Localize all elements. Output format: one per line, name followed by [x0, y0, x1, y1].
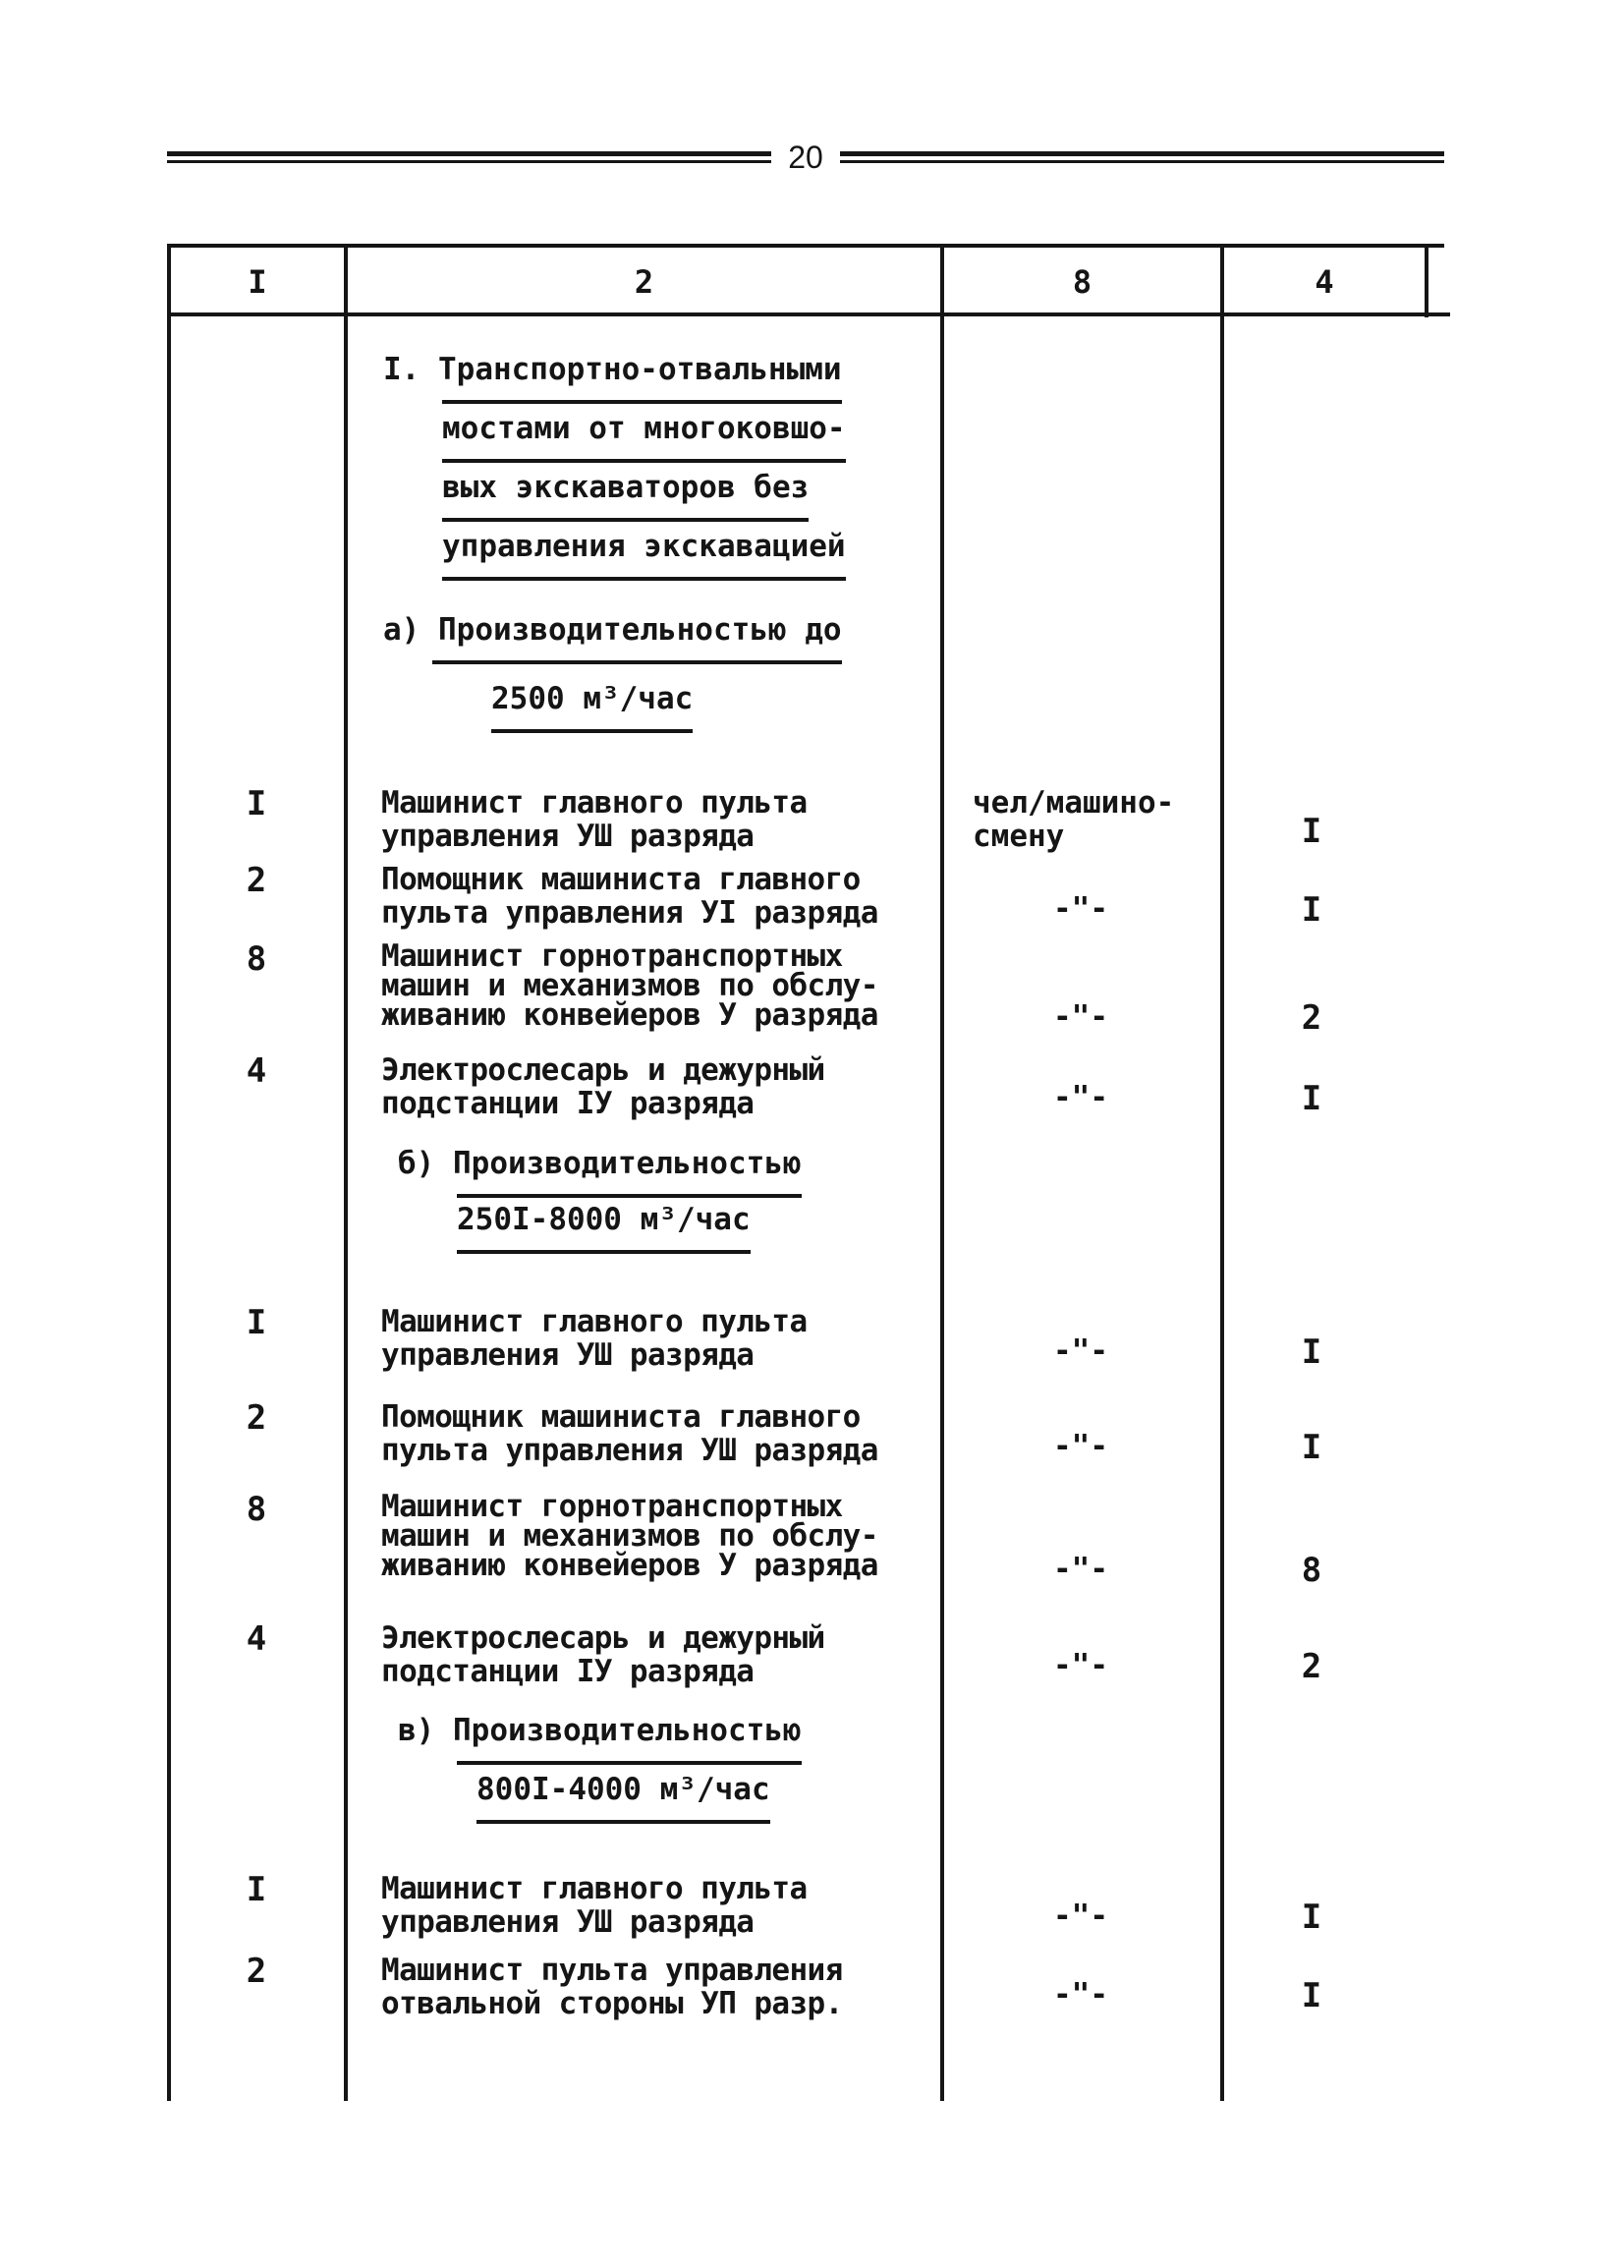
row-number: 2 [246, 1952, 267, 1991]
row-quantity: I [1301, 1976, 1322, 2015]
row-number: 2 [246, 861, 267, 900]
section-subheading: 2500 м³/час [491, 678, 693, 719]
section-heading: б) Производительностью [398, 1143, 802, 1184]
table-col-rule-3 [1220, 244, 1224, 2101]
title-line: мостами от многоковшо- [442, 408, 846, 449]
row-unit: чел/машино- смену [973, 785, 1175, 854]
row-unit: -"- [1053, 1333, 1108, 1369]
column-header-1: I [248, 263, 267, 301]
row-description: Машинист главного пульта управления УШ разряда [381, 785, 808, 854]
row-unit: -"- [1053, 1080, 1108, 1115]
row-unit: -"- [1053, 1899, 1108, 1934]
row-description: Электрослесарь и дежурный подстанции IУ разряда [381, 1620, 825, 1689]
row-quantity: 2 [1301, 1647, 1322, 1686]
row-number: I [246, 1303, 267, 1342]
row-unit: -"- [1053, 891, 1108, 927]
title-line: вых экскаваторов без [442, 467, 809, 508]
row-description: Помощник машиниста главного пульта управления УШ разряда [381, 1399, 878, 1468]
section-heading: в) Производительностью [398, 1710, 802, 1751]
page-number: 20 [788, 140, 823, 175]
table-col-rule-2 [940, 244, 944, 2101]
row-description: Машинист пульта управления отвальной стороны УП разр. [381, 1953, 843, 2021]
row-description: Машинист главного пульта управления УШ разряда [381, 1304, 808, 1373]
row-number: 2 [246, 1398, 267, 1438]
row-unit: -"- [1053, 1429, 1108, 1464]
row-unit: -"- [1053, 999, 1108, 1035]
row-number: 4 [246, 1051, 267, 1091]
header-rule-left [167, 151, 771, 163]
row-quantity: 8 [1301, 1551, 1322, 1590]
row-quantity: I [1301, 1898, 1322, 1937]
title-line: управления экскавацией [442, 526, 846, 567]
table-col-rule-1 [344, 244, 348, 2101]
section-heading: а) Производительностью до [383, 609, 842, 651]
column-header-4: 4 [1315, 263, 1334, 301]
row-description: Машинист горнотранспортных машин и механизмов по обслу- живанию конвейеров У разряда [381, 938, 878, 1033]
row-unit: -"- [1053, 1977, 1108, 2013]
row-description: Машинист главного пульта управления УШ разряда [381, 1871, 808, 1940]
row-quantity: I [1301, 890, 1322, 930]
row-quantity: I [1301, 812, 1322, 851]
column-header-3: 8 [1072, 263, 1092, 301]
row-number: 8 [246, 1490, 267, 1529]
row-description: Электрослесарь и дежурный подстанции IУ разряда [381, 1052, 825, 1121]
row-number: 8 [246, 939, 267, 979]
row-number: I [246, 784, 267, 823]
table-top-rule [167, 244, 1444, 248]
row-unit: -"- [1053, 1552, 1108, 1587]
row-description: Машинист горнотранспортных машин и механизмов по обслу- живанию конвейеров У разряда [381, 1489, 878, 1583]
row-quantity: I [1301, 1332, 1322, 1372]
title-line: I. Транспортно-отвальными [383, 349, 842, 390]
row-unit: -"- [1053, 1648, 1108, 1683]
row-description: Помощник машиниста главного пульта управления УI разряда [381, 862, 878, 931]
header-rule-right [840, 151, 1444, 163]
page-header [167, 138, 1444, 177]
table-col-rule-4 [1425, 244, 1428, 317]
row-quantity: I [1301, 1428, 1322, 1467]
table-header-rule [167, 312, 1450, 316]
table-col-rule-0 [167, 244, 171, 2101]
row-quantity: 2 [1301, 998, 1322, 1038]
row-quantity: I [1301, 1079, 1322, 1118]
row-number: 4 [246, 1619, 267, 1659]
row-number: I [246, 1870, 267, 1909]
column-header-2: 2 [634, 263, 654, 301]
section-subheading: 800I-4000 м³/час [476, 1769, 770, 1810]
section-subheading: 250I-8000 м³/час [457, 1199, 751, 1240]
